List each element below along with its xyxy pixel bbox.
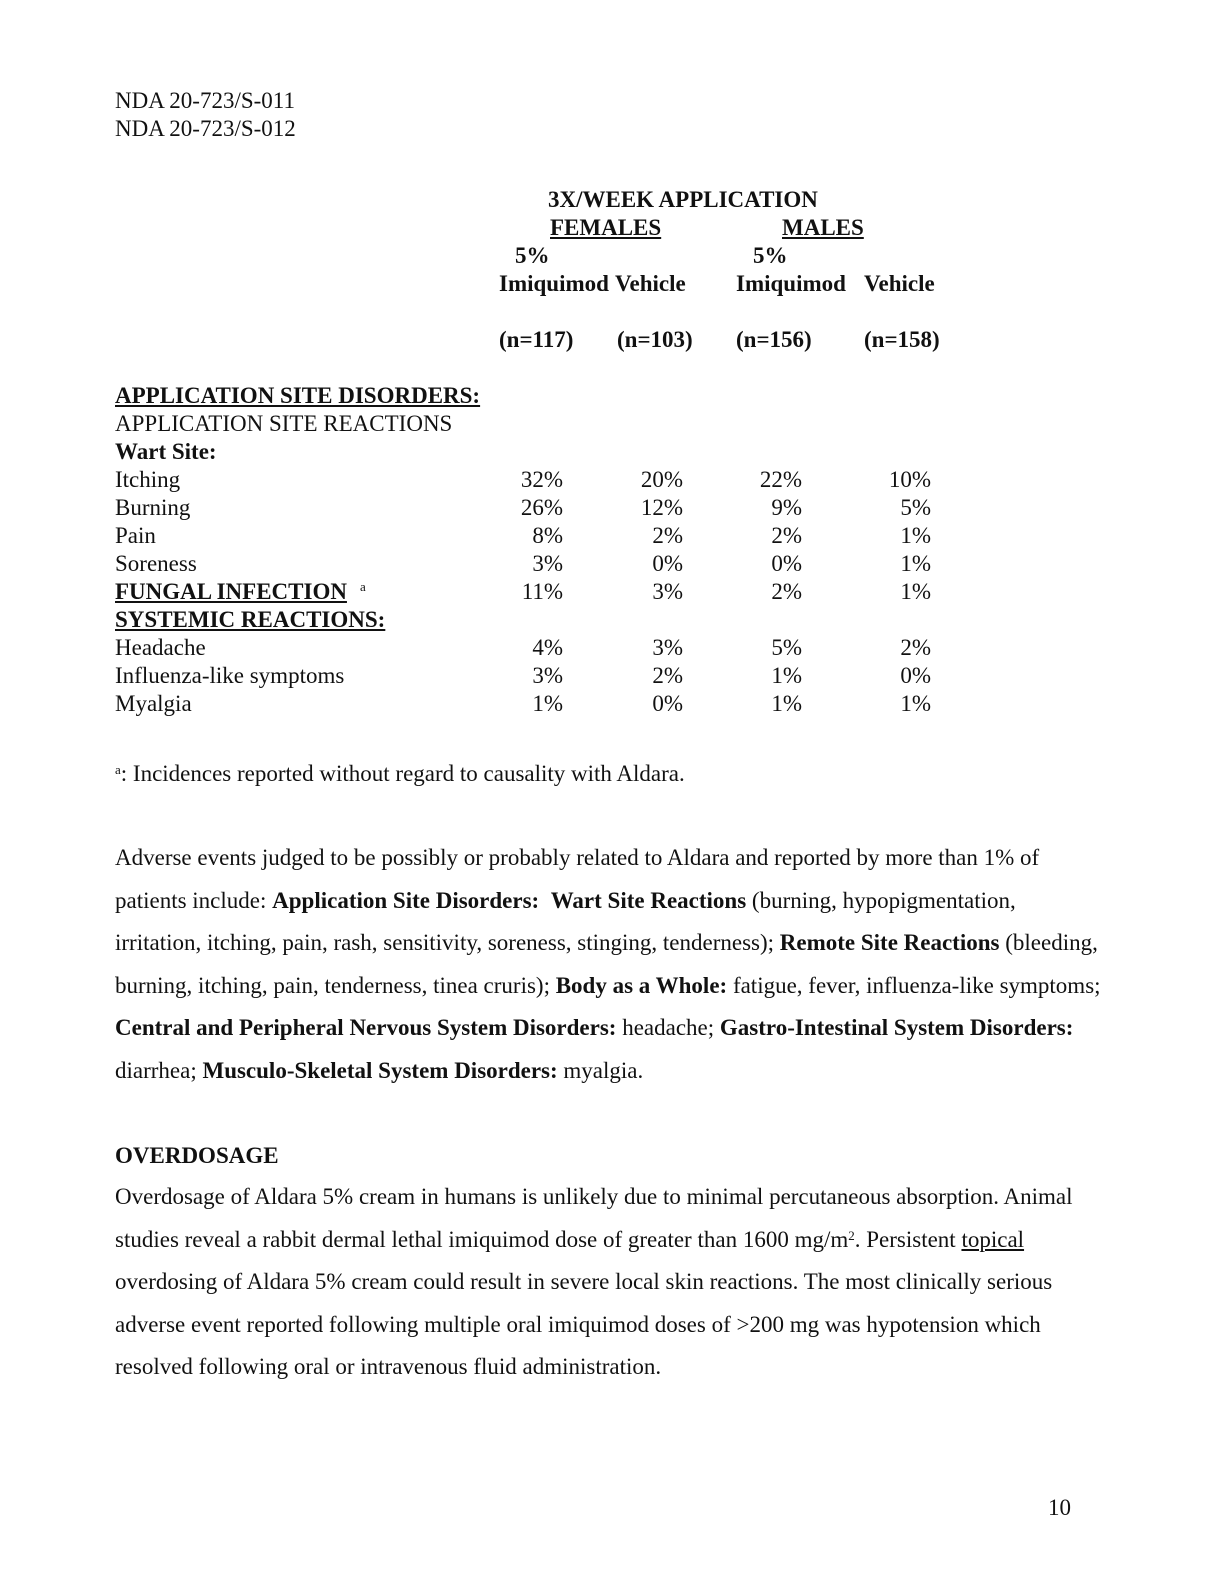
col4-n: (n=158) [864, 327, 940, 352]
row-label-influenza: Influenza-like symptoms [115, 663, 345, 688]
table-cell: 3% [532, 551, 563, 576]
group-females: FEMALES [550, 215, 662, 240]
table-cell: 3% [532, 663, 563, 688]
section-systemic-reactions: SYSTEMIC REACTIONS: [115, 607, 386, 632]
table-cell: 0% [652, 551, 683, 576]
col1-n: (n=117) [499, 327, 574, 352]
table-cell: 5% [900, 495, 931, 520]
table-cell: 2% [771, 579, 802, 604]
table-cell: 2% [771, 523, 802, 548]
table-cell: 1% [900, 579, 931, 604]
overdosage-paragraph: Overdosage of Aldara 5% cream in humans is unlikely due to minimal percutaneous absorption. Animal studies reveal a rabbit dermal lethal imiquimod dose of greater than 1600 $mg/m^2$. Persistent topical overdosing of Aldara 5% cream could result in severe local skin reactions. The most clinically serious adverse event reported following multiple oral imiquimod doses of >200 mg was hypotension which resolved following oral or intravenous fluid administration. [115, 1184, 1073, 1380]
col1-line1: 5% [515, 243, 550, 268]
table-cell: 4% [532, 635, 563, 660]
row-label-soreness: Soreness [115, 551, 197, 576]
group-males: MALES [782, 215, 864, 240]
table-cell: 1% [900, 691, 931, 716]
table-cell: 3% [652, 635, 683, 660]
table-cell: 10% [888, 467, 931, 492]
footnote-text: : Incidences reported without regard to causality with Aldara. [120, 761, 685, 786]
col3-line1: 5% [753, 243, 788, 268]
nda-line-1: NDA 20-723/S-011 [115, 88, 295, 113]
table-cell: 1% [532, 691, 563, 716]
table-cell: 2% [900, 635, 931, 660]
col4-line2: Vehicle [864, 271, 935, 296]
footnote-mark: a [115, 762, 121, 777]
table-cell: 1% [900, 523, 931, 548]
nda-line-2: NDA 20-723/S-012 [115, 116, 296, 141]
row-label-headache: Headache [115, 635, 206, 660]
row-label-myalgia: Myalgia [115, 691, 192, 716]
table-cell: 20% [640, 467, 683, 492]
table-cell: 3% [652, 579, 683, 604]
table-cell: 5% [771, 635, 802, 660]
row-label-pain: Pain [115, 523, 156, 548]
table-cell: 1% [771, 663, 802, 688]
table-cell: 2% [652, 663, 683, 688]
col3-n: (n=156) [736, 327, 812, 352]
table-title: 3X/WEEK APPLICATION [548, 187, 818, 212]
col1-line2: Imiquimod [499, 271, 609, 296]
table-cell: 1% [771, 691, 802, 716]
adverse-events-paragraph: Adverse events judged to be possibly or probably related to Aldara and reported by more than 1% of patients include: Application Site Disorders: Wart Site Reactions (burning, hypopigmentation, irritation, itching, pain, rash, sensitivity, soreness, stinging, tenderness); Remote Site Reactions (bleeding, burning, itching, pain, tenderness, tinea cruris); Body as a Whole: fatigue, fever, influenza-like symptoms; Central and Peripheral Nervous System Disorders: headache; Gastro-Intestinal System Disorders: diarrhea; Musculo-Skeletal System Disorders: myalgia. [115, 845, 1101, 1083]
table-cell: 26% [520, 495, 563, 520]
overdosage-heading: OVERDOSAGE [115, 1143, 279, 1168]
table-cell: 0% [652, 691, 683, 716]
row-label-burning: Burning [115, 495, 191, 520]
footnote [115, 760, 685, 788]
topical-link: topical [961, 1226, 1025, 1252]
row-label-itching: Itching [115, 467, 181, 492]
table-cell: 0% [900, 663, 931, 688]
table-cell: 2% [652, 523, 683, 548]
section-application-site-reactions: APPLICATION SITE REACTIONS [115, 411, 453, 436]
section-application-site-disorders: APPLICATION SITE DISORDERS: [115, 383, 481, 408]
table-cell: 0% [771, 551, 802, 576]
table-cell: 8% [532, 523, 563, 548]
fungal-footnote-mark: a [360, 579, 366, 594]
table-cell: 1% [900, 551, 931, 576]
col2-n: (n=103) [617, 327, 693, 352]
page-number: 10 [1048, 1495, 1071, 1520]
col3-line2: Imiquimod [736, 271, 846, 296]
table-cell: 11% [521, 579, 563, 604]
col2-line2: Vehicle [615, 271, 686, 296]
table-cell: 22% [759, 467, 802, 492]
section-wart-site: Wart Site: [115, 439, 217, 464]
table-cell: 12% [640, 495, 683, 520]
table-cell: 32% [520, 467, 563, 492]
table-cell: 9% [771, 495, 802, 520]
section-fungal-infection: FUNGAL INFECTION [115, 579, 347, 604]
